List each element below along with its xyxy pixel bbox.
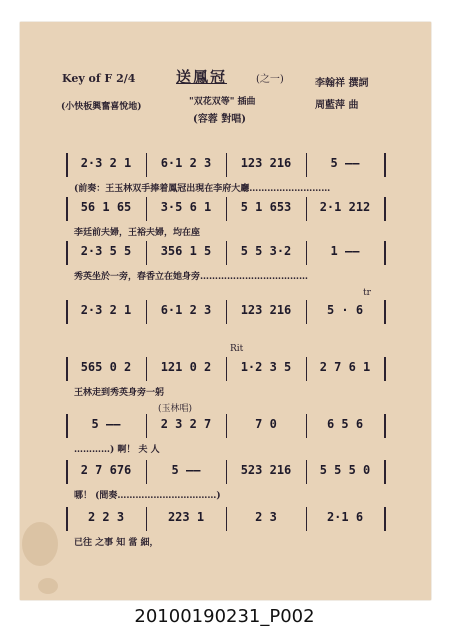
bar-line bbox=[226, 357, 227, 381]
bar-line bbox=[66, 507, 68, 531]
lyric-line: 秀英坐於一旁，春香立在她身旁……………………………… bbox=[74, 272, 309, 282]
bar-line bbox=[384, 507, 386, 531]
score-marking: tr bbox=[363, 288, 371, 298]
score-line bbox=[66, 300, 384, 324]
measure: 121 0 2 bbox=[160, 360, 212, 374]
key-signature: Key of F 2/4 bbox=[62, 72, 136, 85]
song-title: 送鳳冠 bbox=[176, 68, 228, 86]
bar-line bbox=[146, 414, 147, 438]
measure: 123 216 bbox=[240, 303, 292, 317]
measure: 2·1 212 bbox=[319, 200, 371, 214]
paper-stain bbox=[22, 522, 58, 566]
bar-line bbox=[226, 197, 227, 221]
bar-line bbox=[226, 507, 227, 531]
measure: 356 1 5 bbox=[160, 244, 212, 258]
bar-line bbox=[66, 414, 68, 438]
lyric-line: 哪！ (間奏……………………………) bbox=[74, 491, 221, 501]
measure: 2·3 2 1 bbox=[80, 156, 132, 170]
measure: 223 1 bbox=[167, 510, 205, 524]
measure: 523 216 bbox=[240, 463, 292, 477]
bar-line bbox=[226, 153, 227, 177]
score-line bbox=[66, 507, 384, 531]
measure: 5 —— bbox=[171, 463, 201, 477]
measure: 5 · 6 bbox=[326, 303, 364, 317]
bar-line bbox=[66, 460, 68, 484]
measure: 2 2 3 bbox=[87, 510, 125, 524]
measure: 7 0 bbox=[255, 417, 277, 431]
bar-line bbox=[146, 357, 147, 381]
bar-line bbox=[66, 241, 68, 265]
lyric-line: 王林走到秀英身旁一躬 bbox=[74, 388, 165, 398]
measure: 1·2 3 5 bbox=[240, 360, 292, 374]
lyric-line: 李廷前夫婦，王裕夫婦，均在座 bbox=[74, 228, 201, 238]
measure: 3·5 6 1 bbox=[160, 200, 212, 214]
measure: 56 1 65 bbox=[80, 200, 132, 214]
bar-line bbox=[226, 241, 227, 265]
song-part: (之一) bbox=[256, 74, 284, 85]
score-marking: Rit bbox=[230, 344, 244, 354]
bar-line bbox=[306, 357, 307, 381]
bar-line bbox=[384, 241, 386, 265]
bar-line bbox=[306, 153, 307, 177]
measure: 2 7 6 1 bbox=[319, 360, 371, 374]
measure: 5 5 5 0 bbox=[319, 463, 371, 477]
tempo-marking: (小快板興奮喜悅地) bbox=[61, 102, 142, 112]
page-caption: 20100190231_P002 bbox=[134, 606, 315, 627]
bar-line bbox=[66, 197, 68, 221]
measure: 2·1 6 bbox=[326, 510, 364, 524]
bar-line bbox=[306, 460, 307, 484]
bar-line bbox=[384, 414, 386, 438]
score-line bbox=[66, 414, 384, 438]
bar-line bbox=[146, 197, 147, 221]
bar-line bbox=[66, 357, 68, 381]
song-origin: "双花双等" 插曲 bbox=[189, 97, 256, 107]
measure: 6 5 6 bbox=[326, 417, 364, 431]
measure: 5 —— bbox=[330, 156, 360, 170]
bar-line bbox=[384, 153, 386, 177]
bar-line bbox=[146, 460, 147, 484]
paper-stain bbox=[38, 578, 58, 594]
singer-note: (容蓉 對唱) bbox=[193, 114, 246, 125]
bar-line bbox=[306, 300, 307, 324]
measure: 2 3 bbox=[255, 510, 277, 524]
bar-line bbox=[146, 153, 147, 177]
score-line bbox=[66, 153, 384, 177]
composer: 周藍萍 曲 bbox=[315, 100, 359, 111]
bar-line bbox=[384, 357, 386, 381]
bar-line bbox=[306, 414, 307, 438]
measure: 565 0 2 bbox=[80, 360, 132, 374]
measure: 2 7 676 bbox=[80, 463, 132, 477]
lyric-line: …………) 啊！ 夫 人 bbox=[74, 445, 160, 455]
score-line bbox=[66, 197, 384, 221]
bar-line bbox=[146, 507, 147, 531]
bar-line bbox=[226, 414, 227, 438]
bar-line bbox=[66, 300, 68, 324]
measure: 2·3 2 1 bbox=[80, 303, 132, 317]
measure: 5 —— bbox=[91, 417, 121, 431]
score-line bbox=[66, 241, 384, 265]
bar-line bbox=[146, 241, 147, 265]
measure: 1 —— bbox=[330, 244, 360, 258]
lyric-line: (前奏：王玉林双手捧着鳳冠出現在李府大廳……………………… bbox=[74, 184, 331, 194]
score-line bbox=[66, 357, 384, 381]
bar-line bbox=[66, 153, 68, 177]
bar-line bbox=[306, 197, 307, 221]
measure: 6·1 2 3 bbox=[160, 156, 212, 170]
bar-line bbox=[384, 460, 386, 484]
measure: 6·1 2 3 bbox=[160, 303, 212, 317]
lyric-line: 已往 之事 知 當 細， bbox=[74, 538, 159, 548]
score-marking: (玉林唱) bbox=[158, 404, 193, 414]
measure: 5 1 653 bbox=[240, 200, 292, 214]
lyricist: 李翰祥 撰詞 bbox=[315, 78, 369, 89]
bar-line bbox=[306, 241, 307, 265]
measure: 2·3 5 5 bbox=[80, 244, 132, 258]
bar-line bbox=[306, 507, 307, 531]
measure: 123 216 bbox=[240, 156, 292, 170]
bar-line bbox=[226, 460, 227, 484]
bar-line bbox=[226, 300, 227, 324]
bar-line bbox=[146, 300, 147, 324]
score-line bbox=[66, 460, 384, 484]
bar-line bbox=[384, 197, 386, 221]
measure: 5 5 3·2 bbox=[240, 244, 292, 258]
bar-line bbox=[384, 300, 386, 324]
measure: 2 3 2 7 bbox=[160, 417, 212, 431]
